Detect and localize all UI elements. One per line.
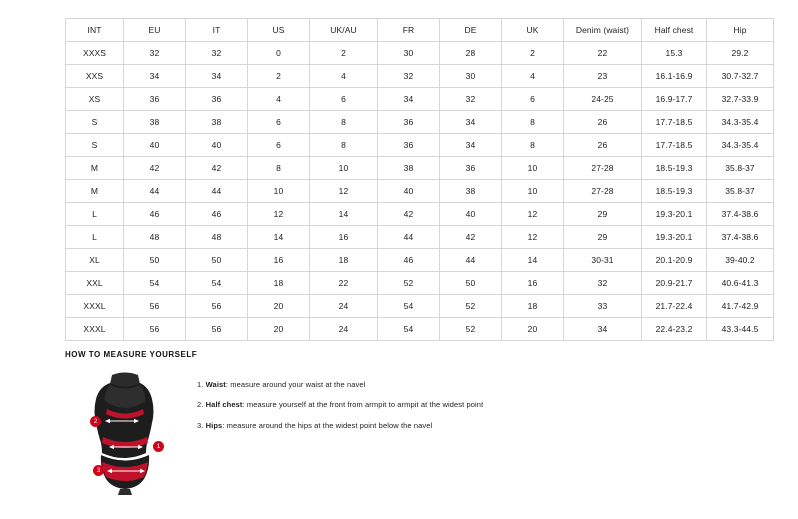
cell-eu: 34 xyxy=(124,65,186,88)
cell-fr: 40 xyxy=(378,180,440,203)
table-row xyxy=(66,42,774,65)
table-row xyxy=(66,65,774,88)
cell-de: 52 xyxy=(440,318,502,341)
table-header-row xyxy=(66,19,774,42)
cell-us: 20 xyxy=(248,318,310,341)
cell-us: 6 xyxy=(248,134,310,157)
cell-hip: 32.7-33.9 xyxy=(707,88,774,111)
cell-hip: 34.3-35.4 xyxy=(707,134,774,157)
cell-it: 34 xyxy=(186,65,248,88)
cell-ukau: 12 xyxy=(310,180,378,203)
callout-badge-1: 1 xyxy=(153,441,164,452)
table-row xyxy=(66,203,774,226)
cell-it: 46 xyxy=(186,203,248,226)
cell-eu: 32 xyxy=(124,42,186,65)
cell-hip: 29.2 xyxy=(707,42,774,65)
cell-hip: 37.4-38.6 xyxy=(707,203,774,226)
cell-eu: 40 xyxy=(124,134,186,157)
measure-note-term: Hips xyxy=(205,420,223,430)
column-header-uk: UK xyxy=(502,19,564,42)
cell-it: 50 xyxy=(186,249,248,272)
cell-eu: 56 xyxy=(124,295,186,318)
measure-note-term: Half chest xyxy=(205,400,243,410)
cell-uk: 14 xyxy=(502,249,564,272)
cell-uk: 12 xyxy=(502,226,564,249)
cell-de: 34 xyxy=(440,134,502,157)
cell-uk: 18 xyxy=(502,295,564,318)
cell-de: 42 xyxy=(440,226,502,249)
cell-ukau: 10 xyxy=(310,157,378,180)
cell-eu: 38 xyxy=(124,111,186,134)
column-header-denim: Denim (waist) xyxy=(564,19,642,42)
cell-us: 8 xyxy=(248,157,310,180)
table-body xyxy=(66,42,774,341)
cell-denim: 34 xyxy=(564,318,642,341)
cell-it: 36 xyxy=(186,88,248,111)
cell-uk: 10 xyxy=(502,157,564,180)
cell-us: 2 xyxy=(248,65,310,88)
cell-denim: 33 xyxy=(564,295,642,318)
cell-half-chest: 21.7-22.4 xyxy=(642,295,707,318)
how-to-measure-title: HOW TO MEASURE YOURSELF xyxy=(65,350,198,359)
cell-us: 4 xyxy=(248,88,310,111)
column-header-ukau: UK/AU xyxy=(310,19,378,42)
cell-it: 56 xyxy=(186,318,248,341)
cell-int: L xyxy=(66,226,124,249)
cell-fr: 46 xyxy=(378,249,440,272)
cell-half-chest: 18.5-19.3 xyxy=(642,157,707,180)
cell-uk: 6 xyxy=(502,88,564,111)
cell-half-chest: 19.3-20.1 xyxy=(642,226,707,249)
cell-denim: 27-28 xyxy=(564,157,642,180)
cell-fr: 54 xyxy=(378,318,440,341)
cell-de: 38 xyxy=(440,180,502,203)
cell-ukau: 6 xyxy=(310,88,378,111)
cell-hip: 41.7-42.9 xyxy=(707,295,774,318)
cell-half-chest: 16.1-16.9 xyxy=(642,65,707,88)
cell-denim: 27-28 xyxy=(564,180,642,203)
cell-half-chest: 17.7-18.5 xyxy=(642,111,707,134)
cell-fr: 36 xyxy=(378,134,440,157)
cell-half-chest: 22.4-23.2 xyxy=(642,318,707,341)
cell-de: 44 xyxy=(440,249,502,272)
cell-hip: 37.4-38.6 xyxy=(707,226,774,249)
measure-note-number: 3. xyxy=(197,420,204,430)
column-header-eu: EU xyxy=(124,19,186,42)
column-header-it: IT xyxy=(186,19,248,42)
cell-de: 32 xyxy=(440,88,502,111)
cell-denim: 30-31 xyxy=(564,249,642,272)
column-header-half-chest: Half chest xyxy=(642,19,707,42)
cell-fr: 34 xyxy=(378,88,440,111)
measure-instructions xyxy=(197,369,483,440)
cell-ukau: 22 xyxy=(310,272,378,295)
cell-it: 40 xyxy=(186,134,248,157)
table-row xyxy=(66,295,774,318)
cell-eu: 54 xyxy=(124,272,186,295)
cell-hip: 35.8-37 xyxy=(707,157,774,180)
cell-fr: 42 xyxy=(378,203,440,226)
cell-fr: 52 xyxy=(378,272,440,295)
cell-it: 48 xyxy=(186,226,248,249)
column-header-int: INT xyxy=(66,19,124,42)
cell-hip: 43.3-44.5 xyxy=(707,318,774,341)
cell-it: 44 xyxy=(186,180,248,203)
cell-us: 14 xyxy=(248,226,310,249)
cell-us: 20 xyxy=(248,295,310,318)
cell-us: 12 xyxy=(248,203,310,226)
cell-us: 16 xyxy=(248,249,310,272)
cell-ukau: 18 xyxy=(310,249,378,272)
cell-half-chest: 17.7-18.5 xyxy=(642,134,707,157)
cell-de: 28 xyxy=(440,42,502,65)
cell-eu: 36 xyxy=(124,88,186,111)
cell-ukau: 8 xyxy=(310,134,378,157)
cell-hip: 35.8-37 xyxy=(707,180,774,203)
column-header-fr: FR xyxy=(378,19,440,42)
cell-int: S xyxy=(66,111,124,134)
cell-int: XXS xyxy=(66,65,124,88)
table-row xyxy=(66,226,774,249)
measure-note-term: Waist xyxy=(205,380,226,389)
cell-uk: 20 xyxy=(502,318,564,341)
cell-denim: 29 xyxy=(564,226,642,249)
cell-denim: 26 xyxy=(564,134,642,157)
column-header-us: US xyxy=(248,19,310,42)
size-chart-table xyxy=(65,18,774,341)
cell-half-chest: 15.3 xyxy=(642,42,707,65)
cell-uk: 8 xyxy=(502,134,564,157)
cell-us: 6 xyxy=(248,111,310,134)
cell-denim: 22 xyxy=(564,42,642,65)
cell-it: 56 xyxy=(186,295,248,318)
measure-note-text: : measure around your waist at the navel xyxy=(225,380,366,389)
cell-ukau: 16 xyxy=(310,226,378,249)
cell-denim: 29 xyxy=(564,203,642,226)
cell-ukau: 14 xyxy=(310,203,378,226)
cell-uk: 12 xyxy=(502,203,564,226)
cell-de: 50 xyxy=(440,272,502,295)
cell-ukau: 8 xyxy=(310,111,378,134)
how-to-measure-section xyxy=(65,350,745,499)
table-header xyxy=(66,19,774,42)
cell-ukau: 2 xyxy=(310,42,378,65)
cell-half-chest: 18.5-19.3 xyxy=(642,180,707,203)
table-row xyxy=(66,111,774,134)
size-chart-container xyxy=(65,18,759,341)
cell-uk: 4 xyxy=(502,65,564,88)
cell-denim: 23 xyxy=(564,65,642,88)
cell-int: XL xyxy=(66,249,124,272)
cell-ukau: 24 xyxy=(310,318,378,341)
cell-fr: 38 xyxy=(378,157,440,180)
measure-note-text: : measure yourself at the front from armpit to armpit at the widest point xyxy=(242,400,484,410)
cell-hip: 30.7-32.7 xyxy=(707,65,774,88)
cell-denim: 26 xyxy=(564,111,642,134)
callout-badge-3: 3 xyxy=(93,465,104,476)
mannequin-illustration xyxy=(65,369,185,499)
cell-ukau: 24 xyxy=(310,295,378,318)
cell-fr: 32 xyxy=(378,65,440,88)
cell-de: 30 xyxy=(440,65,502,88)
table-row xyxy=(66,249,774,272)
cell-int: M xyxy=(66,180,124,203)
cell-int: XS xyxy=(66,88,124,111)
table-row xyxy=(66,134,774,157)
cell-half-chest: 16.9-17.7 xyxy=(642,88,707,111)
cell-eu: 48 xyxy=(124,226,186,249)
cell-int: M xyxy=(66,157,124,180)
table-row xyxy=(66,318,774,341)
cell-it: 42 xyxy=(186,157,248,180)
cell-int: S xyxy=(66,134,124,157)
table-row xyxy=(66,157,774,180)
cell-int: XXXL xyxy=(66,318,124,341)
cell-uk: 16 xyxy=(502,272,564,295)
column-header-hip: Hip xyxy=(707,19,774,42)
cell-de: 40 xyxy=(440,203,502,226)
callout-badge-2: 2 xyxy=(90,416,101,427)
cell-us: 0 xyxy=(248,42,310,65)
cell-de: 52 xyxy=(440,295,502,318)
cell-int: L xyxy=(66,203,124,226)
cell-eu: 50 xyxy=(124,249,186,272)
cell-de: 34 xyxy=(440,111,502,134)
cell-it: 54 xyxy=(186,272,248,295)
measure-note-number: 1. xyxy=(197,380,204,389)
cell-us: 18 xyxy=(248,272,310,295)
column-header-de: DE xyxy=(440,19,502,42)
cell-denim: 24-25 xyxy=(564,88,642,111)
cell-half-chest: 20.1-20.9 xyxy=(642,249,707,272)
cell-uk: 8 xyxy=(502,111,564,134)
how-to-measure-body xyxy=(65,369,745,499)
cell-us: 10 xyxy=(248,180,310,203)
cell-hip: 40.6-41.3 xyxy=(707,272,774,295)
cell-eu: 44 xyxy=(124,180,186,203)
cell-int: XXL xyxy=(66,272,124,295)
cell-it: 38 xyxy=(186,111,248,134)
cell-eu: 46 xyxy=(124,203,186,226)
cell-half-chest: 20.9-21.7 xyxy=(642,272,707,295)
cell-uk: 10 xyxy=(502,180,564,203)
cell-int: XXXS xyxy=(66,42,124,65)
cell-int: XXXL xyxy=(66,295,124,318)
cell-hip: 34.3-35.4 xyxy=(707,111,774,134)
cell-fr: 54 xyxy=(378,295,440,318)
cell-eu: 56 xyxy=(124,318,186,341)
cell-fr: 44 xyxy=(378,226,440,249)
measure-note-text: : measure around the hips at the widest point below the navel xyxy=(222,420,433,430)
cell-it: 32 xyxy=(186,42,248,65)
cell-fr: 36 xyxy=(378,111,440,134)
cell-denim: 32 xyxy=(564,272,642,295)
cell-de: 36 xyxy=(440,157,502,180)
table-row xyxy=(66,272,774,295)
measure-note-number: 2. xyxy=(197,400,204,410)
cell-fr: 30 xyxy=(378,42,440,65)
mannequin-figure xyxy=(65,369,185,499)
table-row xyxy=(66,88,774,111)
cell-uk: 2 xyxy=(502,42,564,65)
measure-note-half-chest xyxy=(197,399,483,410)
measure-note-hips xyxy=(197,420,483,431)
measure-note-waist xyxy=(197,379,483,390)
table-row xyxy=(66,180,774,203)
cell-hip: 39-40.2 xyxy=(707,249,774,272)
cell-eu: 42 xyxy=(124,157,186,180)
cell-half-chest: 19.3-20.1 xyxy=(642,203,707,226)
cell-ukau: 4 xyxy=(310,65,378,88)
